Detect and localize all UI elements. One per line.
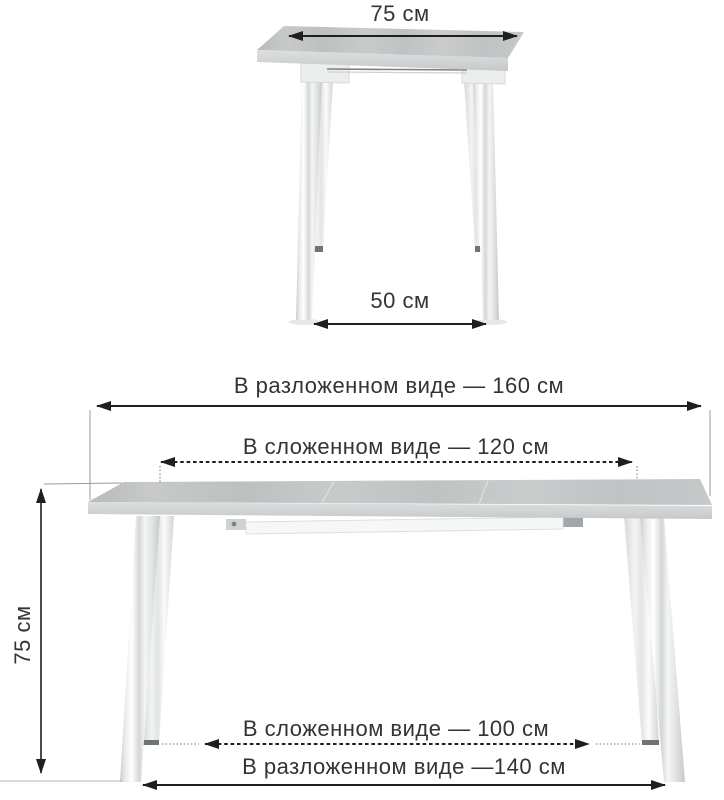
front-view-rear-right-foot-cap (642, 740, 659, 745)
leg-span-dimension-label: 50 см (370, 288, 430, 313)
front-view-tabletop-surface (88, 479, 712, 505)
front-view-rear-left-foot-cap (142, 740, 159, 745)
front-view-group (0, 373, 712, 785)
folded-leg-span-dimension-label: В сложенном виде — 100 см (242, 716, 550, 741)
front-view-extension-apron (246, 517, 563, 534)
extended-length-dimension-label: В разложенном виде — 160 см (233, 373, 565, 398)
extended-leg-span-dimension-label: В разложенном виде —140 см (242, 754, 566, 779)
folded-length-dimension-label: В сложенном виде — 120 см (242, 434, 550, 459)
depth-dimension-label: 75 см (370, 1, 430, 26)
front-view-left-clip-bolt (232, 522, 237, 527)
side-view-stretcher-bar (327, 69, 467, 70)
height-top-extension-line (44, 483, 122, 484)
side-view-group (257, 1, 524, 325)
height-dimension-label: 75 см (10, 605, 35, 665)
